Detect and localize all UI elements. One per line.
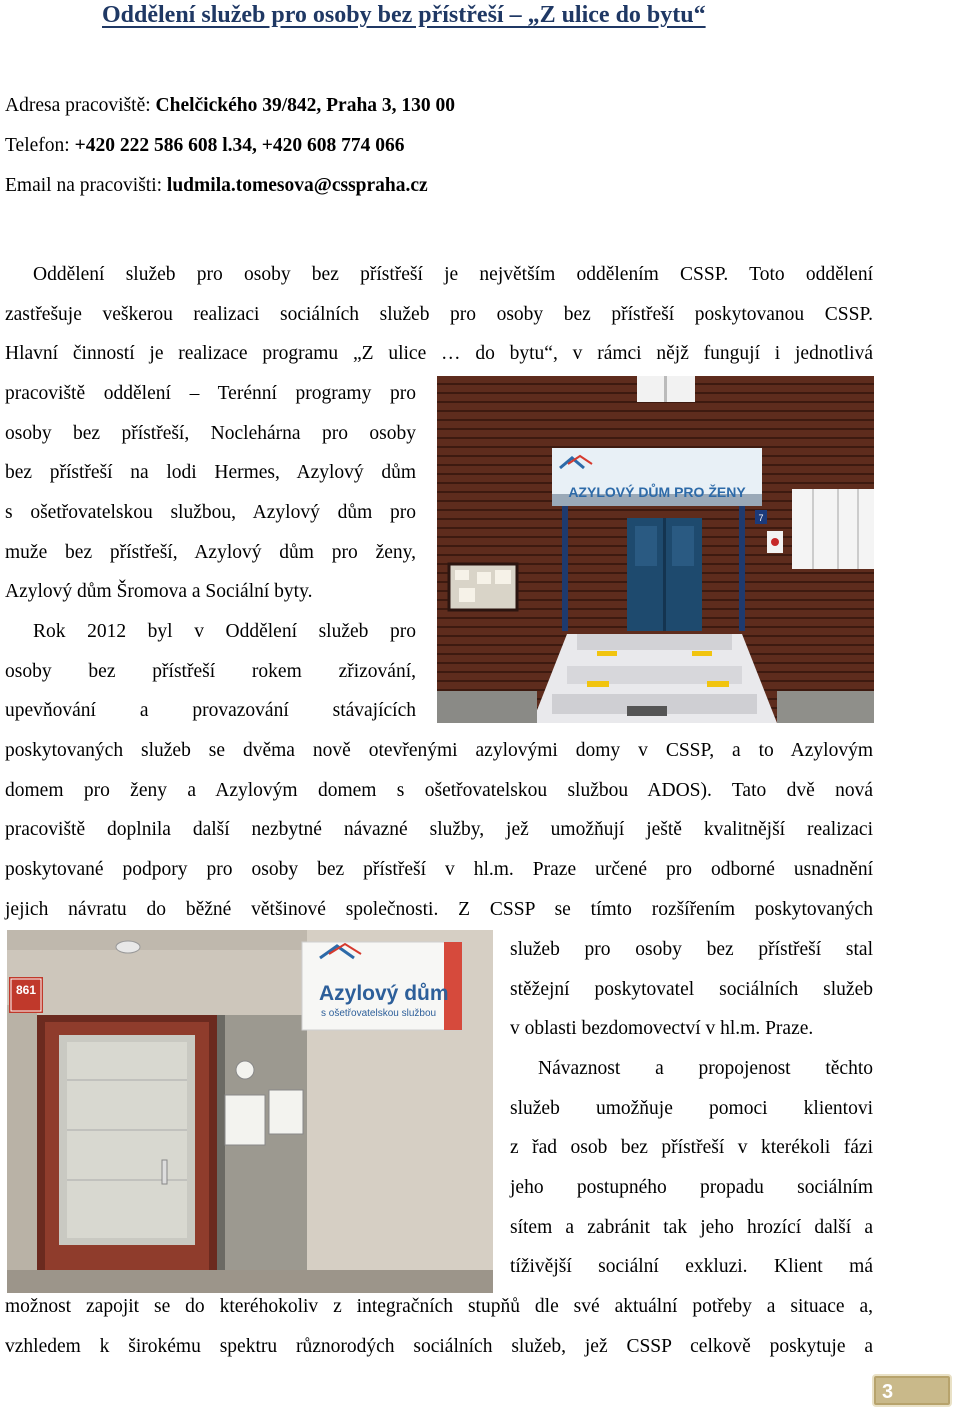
nursing-sign-title: Azylový dům bbox=[319, 982, 449, 1005]
text-line: osoby bez přístřeší, Noclehárna pro osoby bbox=[5, 422, 416, 444]
phone-line bbox=[5, 126, 404, 166]
text-line: domem pro ženy a Azylovým domem s ošetřovatelskou službou ADOS). Tato dvě nová bbox=[5, 779, 873, 801]
phone-value: +420 222 586 608 l.34, +420 608 774 066 bbox=[74, 135, 405, 156]
text-line: jeho postupného propadu sociálním bbox=[510, 1177, 873, 1199]
text-line: pracoviště oddělení – Terénní programy pro bbox=[5, 383, 416, 404]
text-line: upevňování a provazování stávajících bbox=[5, 700, 416, 722]
paragraph-continuity-full bbox=[5, 1287, 873, 1366]
email-label: Email na pracovišti: bbox=[5, 175, 167, 196]
text-line: poskytované podpory pro osoby bez přístřeší v hl.m. Praze určené pro odborné usnadnění bbox=[5, 859, 873, 881]
email-value: ludmila.tomesova@csspraha.cz bbox=[166, 175, 428, 196]
shelter-building-photo bbox=[437, 376, 874, 723]
page-number-badge: 3 bbox=[872, 1374, 952, 1407]
text-line: tíživější sociální exkluzi. Klient má bbox=[510, 1256, 873, 1278]
text-line: služeb umožňuje pomoci klientovi bbox=[510, 1097, 873, 1119]
paragraph-2012-full bbox=[5, 731, 873, 929]
text-line: Rok 2012 byl v Oddělení služeb pro bbox=[33, 621, 416, 642]
text-line: stěžejní poskytovatel sociálních služeb bbox=[510, 978, 873, 1000]
nursing-sign-subtitle: s ošetřovatelskou službou bbox=[321, 1008, 437, 1019]
email-line bbox=[5, 166, 428, 206]
text-line: muže bez přístřeší, Azylový dům pro ženy, bbox=[5, 541, 416, 563]
address-label: Adresa pracoviště: bbox=[5, 95, 156, 116]
phone-label: Telefon: bbox=[5, 135, 75, 156]
text-line: Hlavní činností je realizace programu „Z ulice … do bytu“, v rámci nějž fungují i jednotlivá bbox=[5, 343, 873, 365]
text-line: vzhledem k širokému spektru různorodých sociálních služeb, jež CSSP celkově poskytuje a bbox=[5, 1335, 873, 1357]
text-line: s ošetřovatelskou službou, Azylový dům pro bbox=[5, 502, 416, 524]
paragraph-intro bbox=[5, 255, 873, 374]
house-number-text: 7 bbox=[758, 513, 764, 523]
text-line: poskytovaných služeb se dvěma nově otevřenými azylovými domy v CSSP, a to Azylovým bbox=[5, 740, 873, 761]
house-number-text: 861 bbox=[15, 983, 37, 997]
text-line: Oddělení služeb pro osoby bez přístřeší je největším oddělením CSSP. Toto oddělení bbox=[33, 264, 873, 285]
text-line: osoby bez přístřeší rokem zřizování, bbox=[5, 660, 416, 682]
paragraph-continuity bbox=[510, 1049, 873, 1287]
text-line: sítem a zabránit tak jeho hrozící další a bbox=[510, 1216, 873, 1238]
paragraph-2012-right bbox=[510, 930, 873, 1049]
address-line bbox=[5, 86, 455, 126]
paragraph-2012 bbox=[5, 612, 416, 731]
text-line: bez přístřeší na lodi Hermes, Azylový dům bbox=[5, 462, 416, 484]
nursing-shelter-door-photo bbox=[7, 930, 493, 1293]
page-title: Oddělení služeb pro osoby bez přístřeší – „Z ulice do bytu“ bbox=[102, 2, 706, 28]
text-line: zastřešuje veškerou realizaci sociálních služeb pro osoby bez přístřeší poskytovanou CSSP. bbox=[5, 303, 873, 325]
address-value: Chelčického 39/842, Praha 3, 130 00 bbox=[155, 95, 456, 116]
text-line: Azylový dům Šromova a Sociální byty. bbox=[5, 581, 313, 603]
text-line: služeb pro osoby bez přístřeší stal bbox=[510, 939, 873, 960]
shelter-sign-text: AZYLOVÝ DŮM PRO ŽENY bbox=[568, 484, 746, 500]
text-line: v oblasti bezdomovectví v hl.m. Praze. bbox=[510, 1018, 814, 1040]
text-line: pracoviště doplnila další nezbytné návazné služby, jež umožňují ještě kvalitnější realizaci bbox=[5, 819, 873, 841]
text-line: možnost zapojit se do kteréhokoliv z integračních stupňů dle své aktuální potřeby a situace a, bbox=[5, 1296, 873, 1317]
text-line: z řad osob bez přístřeší v kterékoli fázi bbox=[510, 1137, 873, 1159]
text-line: Návaznost a propojenost těchto bbox=[538, 1058, 873, 1079]
text-line: jejich návratu do běžné většinové společnosti. Z CSSP se tímto rozšířením poskytovaných bbox=[5, 898, 873, 920]
paragraph-intro-wrap bbox=[5, 374, 416, 612]
